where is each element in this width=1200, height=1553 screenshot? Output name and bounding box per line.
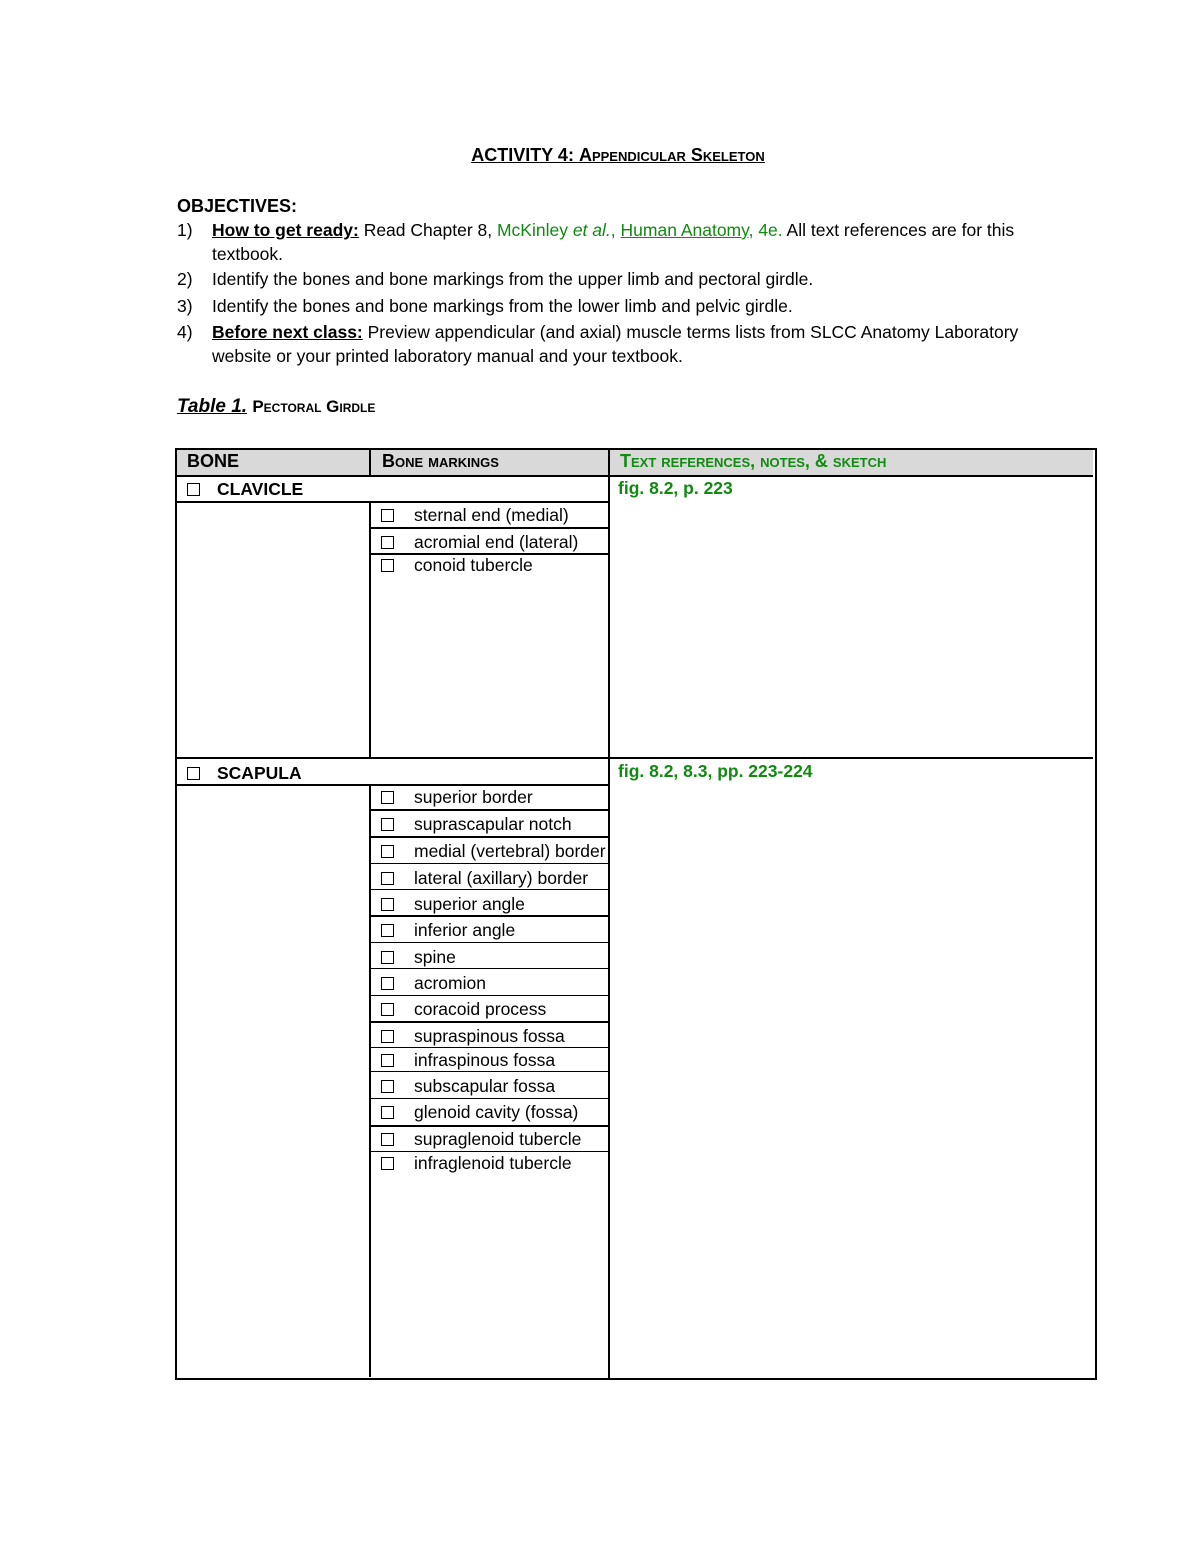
objective-item-3: 3) Identify the bones and bone markings from the lower limb and pelvic girdle. — [177, 296, 793, 316]
table-caption-label: Table 1. — [177, 396, 248, 417]
checkbox-icon[interactable] — [381, 1133, 394, 1146]
header-text-references: Text references, notes, & sketch — [620, 451, 887, 471]
marking-label: spine — [414, 947, 456, 967]
marking-label: subscapular fossa — [414, 1076, 556, 1096]
checkbox-icon[interactable] — [381, 1030, 394, 1043]
page-title — [0, 145, 1200, 166]
checkbox-icon[interactable] — [381, 818, 394, 831]
row-divider — [370, 809, 610, 811]
marking-item — [381, 814, 572, 835]
objective-4-lead: Before next class: — [212, 322, 363, 342]
marking-label: sternal end (medial) — [414, 505, 569, 525]
marking-label: inferior angle — [414, 920, 516, 940]
checkbox-icon[interactable] — [381, 951, 394, 964]
checkbox-icon[interactable] — [381, 872, 394, 885]
checkbox-icon[interactable] — [381, 1157, 394, 1170]
pectoral-girdle-table — [175, 448, 1097, 1380]
marking-item — [381, 973, 486, 994]
checkbox-icon[interactable] — [381, 1080, 394, 1093]
checkbox-icon[interactable] — [381, 977, 394, 990]
marking-label: acromial end (lateral) — [414, 532, 579, 552]
marking-item — [381, 999, 546, 1020]
clavicle-reference: fig. 8.2, p. 223 — [618, 478, 733, 498]
marking-label: superior border — [414, 787, 533, 807]
marking-item — [381, 505, 569, 526]
marking-item — [381, 1102, 578, 1123]
row-divider — [370, 836, 610, 838]
marking-item — [381, 868, 588, 889]
checkbox-icon[interactable] — [381, 898, 394, 911]
row-divider — [370, 863, 610, 864]
checkbox-icon[interactable] — [381, 924, 394, 937]
book-title: Human Anatomy — [620, 220, 749, 240]
marking-label: acromion — [414, 973, 486, 993]
marking-label: supraglenoid tubercle — [414, 1129, 582, 1149]
header-bone-markings: Bone markings — [382, 451, 499, 471]
marking-label: glenoid cavity (fossa) — [414, 1102, 579, 1122]
row-divider — [370, 1151, 610, 1152]
checkbox-icon[interactable] — [381, 559, 394, 572]
row-divider — [370, 889, 610, 890]
header-bone: BONE — [187, 451, 240, 471]
marking-label: medial (vertebral) border — [414, 841, 606, 861]
table-caption-name: Pectoral Girdle — [252, 397, 376, 416]
marking-label: infraglenoid tubercle — [414, 1153, 572, 1173]
marking-item — [381, 532, 578, 553]
marking-label: infraspinous fossa — [414, 1050, 556, 1070]
marking-item — [381, 947, 456, 968]
row-divider — [370, 915, 610, 917]
marking-label: conoid tubercle — [414, 555, 533, 575]
author-name: McKinley — [496, 220, 573, 240]
objective-item-1: 1) How to get ready: Read Chapter 8, McKinley et al., Human Anatomy, 4e. All text references are for this textbook. — [177, 220, 1015, 264]
marking-item — [381, 1050, 555, 1071]
marking-item — [381, 894, 525, 915]
checkbox-icon[interactable] — [381, 509, 394, 522]
marking-item — [381, 1153, 572, 1174]
row-divider — [370, 1098, 610, 1099]
bone-clavicle: CLAVICLE — [187, 479, 303, 500]
row-divider — [370, 995, 610, 996]
activity-name: Appendicular Skeleton — [578, 145, 765, 165]
row-divider — [370, 1125, 610, 1127]
checkbox-icon[interactable] — [381, 1054, 394, 1067]
row-divider — [370, 553, 610, 555]
marking-item — [381, 920, 515, 941]
marking-label: superior angle — [414, 894, 525, 914]
scapula-reference: fig. 8.2, 8.3, pp. 223-224 — [618, 761, 813, 781]
bone-scapula: SCAPULA — [187, 763, 302, 784]
row-divider — [370, 1021, 610, 1023]
marking-item — [381, 1076, 555, 1097]
marking-item — [381, 787, 533, 808]
checkbox-icon[interactable] — [187, 767, 200, 780]
marking-label: coracoid process — [414, 999, 547, 1019]
row-divider — [370, 527, 610, 529]
marking-item — [381, 1129, 581, 1150]
objectives-heading: OBJECTIVES: — [177, 196, 298, 216]
checkbox-icon[interactable] — [381, 845, 394, 858]
row-divider — [370, 968, 610, 969]
row-divider — [370, 1071, 610, 1072]
marking-label: suprascapular notch — [414, 814, 572, 834]
marking-item — [381, 841, 606, 862]
checkbox-icon[interactable] — [381, 1106, 394, 1119]
checkbox-icon[interactable] — [381, 536, 394, 549]
objective-item-2: 2) Identify the bones and bone markings from the upper limb and pectoral girdle. — [177, 269, 814, 289]
checkbox-icon[interactable] — [187, 483, 200, 496]
row-divider — [370, 942, 610, 943]
marking-label: lateral (axillary) border — [414, 868, 589, 888]
objective-1-lead: How to get ready: — [212, 220, 359, 240]
marking-item — [381, 555, 533, 576]
table-caption — [177, 396, 375, 418]
activity-number: ACTIVITY 4: — [471, 145, 574, 165]
objective-item-4: 4) Before next class: Preview appendicular (and axial) muscle terms lists from SLCC Anatomy Laboratory website or your printed laboratory manual and your textbook. — [177, 322, 1019, 366]
checkbox-icon[interactable] — [381, 791, 394, 804]
row-divider — [370, 1047, 610, 1048]
checkbox-icon[interactable] — [381, 1003, 394, 1016]
marking-label: supraspinous fossa — [414, 1026, 565, 1046]
marking-item — [381, 1026, 565, 1047]
